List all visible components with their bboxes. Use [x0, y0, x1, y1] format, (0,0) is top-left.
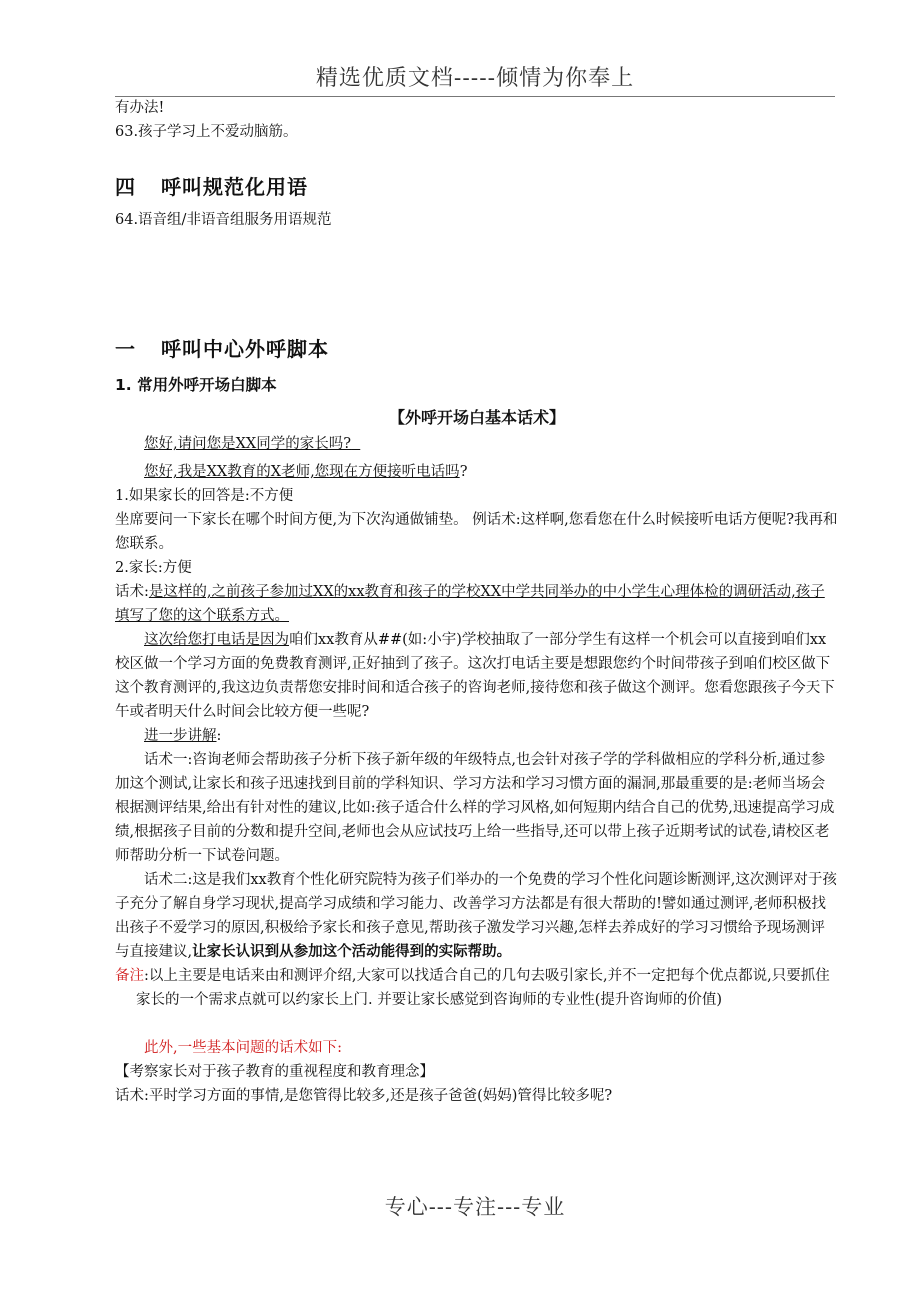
greeting-line	[115, 460, 839, 484]
page-header: 精选优质文档-----倾情为你奉上	[115, 64, 835, 97]
text-line: 63.孩子学习上不爱动脑筋。	[115, 124, 298, 140]
script-prefix: 话术:	[115, 584, 149, 600]
script-paragraph	[115, 628, 839, 724]
section-title: 呼叫规范化用语	[161, 175, 308, 199]
section-heading-four	[115, 172, 839, 202]
trailing-space	[351, 436, 360, 452]
note-paragraph	[115, 964, 839, 1012]
section-number: 一	[115, 337, 136, 361]
text-line: 64.语音组/非语音组服务用语规范	[115, 212, 332, 228]
greeting-line	[115, 432, 839, 456]
script-text: 咱们xx教育从##(如:小宇)学校抽取了一部分学生有这样一个机会可以直接到咱们xx校区做一个学习方面的免费教育测评,正好抽到了孩子。这次打电话主要是想跟您约个时间带孩子到咱们校区做下这个教育测评的,我这边负责帮您安排时间和适合孩子的咨询老师,接待您和孩子做这个测评。您看您跟孩子今天下午或者明天什么时间会比较方便一些呢?	[115, 632, 835, 720]
case-label: 2.家长:方便	[115, 560, 192, 576]
script-line	[115, 580, 839, 628]
note-label: 备注	[115, 968, 144, 984]
explain-label-line	[115, 724, 839, 748]
subsection-heading: 1. 常用外呼开场白脚本	[115, 376, 277, 394]
script-underlined: 这次给您打电话是因为	[144, 632, 289, 648]
greeting-tail: ?	[459, 464, 468, 480]
note-text: :以上主要是电话来由和测评介绍,大家可以找适合自己的几句去吸引家长,并不一定把每个优点都说,只要抓住家长的一个需求点就可以约家长上门. 并要让家长感觉到咨询师的专业性(提升咨询师的价值)	[136, 968, 830, 1008]
script-line: 话术:平时学习方面的事情,是您管得比较多,还是孩子爸爸(妈妈)管得比较多呢?	[115, 1088, 613, 1104]
document-body	[115, 96, 839, 1108]
explain-label-tail: :	[216, 728, 222, 744]
explain-label: 进一步讲解	[144, 728, 217, 744]
script-two	[115, 868, 839, 964]
text-line: 有办法!	[115, 100, 165, 116]
greeting-text: 您好,请问您是XX同学的家长吗?	[144, 436, 352, 452]
section-heading-one	[115, 334, 839, 364]
case-label: 1.如果家长的回答是:不方便	[115, 488, 294, 504]
script-two-bold: 让家长认识到从参加这个活动能得到的实际帮助。	[192, 943, 512, 960]
script-underlined: 是这样的,之前孩子参加过XX的xx教育和孩子的学校XX中学共同举办的中小学生心理体检的调研活动,孩子填写了您的这个联系方式。	[115, 584, 825, 624]
more-intro: 此外,一些基本问题的话术如下:	[144, 1040, 342, 1056]
topic-line: 【考察家长对于孩子教育的重视程度和教育理念】	[115, 1064, 434, 1080]
script-one: 话术一:咨询老师会帮助孩子分析下孩子新年级的年级特点,也会针对孩子学的学科做相应的学科分析,通过参加这个测试,让家长和孩子迅速找到目前的学科知识、学习方法和学习习惯方面的漏洞,那最重要的是:老师当场会根据测评结果,给出有针对性的建议,比如:孩子适合什么样的学习风格,如何短期内结合自己的优势,迅速提高学习成绩,根据孩子目前的分数和提升空间,老师也会从应试技巧上给一些指导,还可以带上孩子近期考试的试卷,请校区老师帮助分析一下试卷问题。	[115, 752, 835, 864]
section-title: 呼叫中心外呼脚本	[161, 337, 329, 361]
script-two-text: 话术二:这是我们xx教育个性化研究院特为孩子们举办的一个免费的学习个性化问题诊断测评,这次测评对于孩子充分了解自身学习现状,提高学习成绩和学习能力、改善学习方法都是有很大帮助的!譬如通过测评,老师积极找出孩子不爱学习的原因,积极给予家长和孩子意见,帮助孩子激发学习兴趣,怎样去养成好的学习习惯给予现场测评与直接建议,	[115, 872, 837, 960]
section-number: 四	[115, 175, 136, 199]
script-box-title: 【外呼开场白基本话术】	[388, 408, 565, 427]
case-text: 坐席要问一下家长在哪个时间方便,为下次沟通做铺垫。 例话术:这样啊,您看您在什么时候接听电话方便呢?我再和您联系。	[115, 512, 838, 552]
page-footer: 专心---专注---专业	[384, 1195, 566, 1219]
greeting-text: 您好,我是XX教育的X老师,您现在方便接听电话吗	[144, 464, 460, 480]
